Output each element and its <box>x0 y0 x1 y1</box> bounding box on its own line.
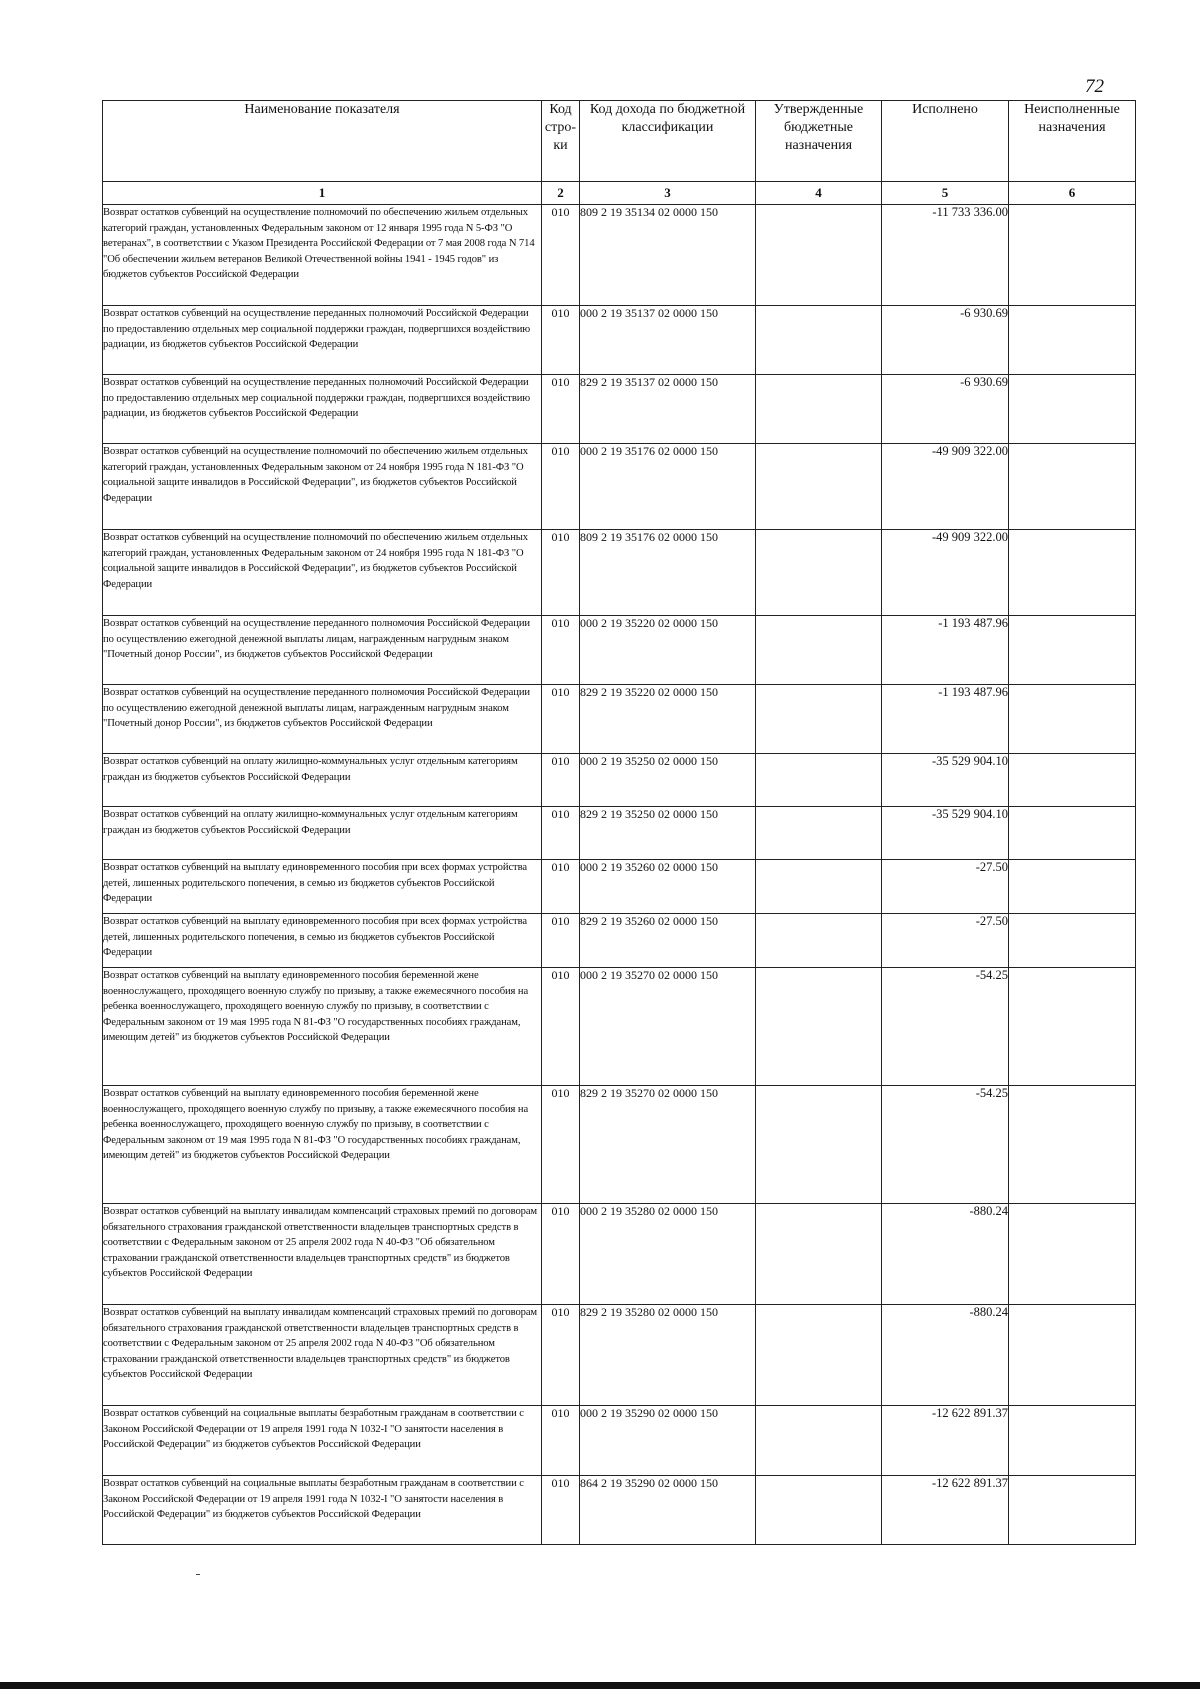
row-line-code: 010 <box>542 968 580 1086</box>
row-unexecuted <box>1009 1086 1136 1204</box>
row-name: Возврат остатков субвенций на осуществление полномочий по обеспечению жильем отдельных категорий граждан, установленных Федеральным законом от 24 ноября 1995 года N 181-ФЗ "О социальной защите инвалидов в Российской Федерации", из бюджетов субъектов Российской Федерации <box>103 530 542 616</box>
row-approved <box>756 616 882 685</box>
table-row <box>103 860 1136 914</box>
table-row <box>103 530 1136 616</box>
header-unexecuted: Неисполненные назначения <box>1009 101 1136 182</box>
row-income-code: 829 2 19 35280 02 0000 150 <box>580 1305 756 1406</box>
row-line-code: 010 <box>542 375 580 444</box>
row-line-code: 010 <box>542 807 580 860</box>
row-unexecuted <box>1009 205 1136 306</box>
row-income-code: 000 2 19 35260 02 0000 150 <box>580 860 756 914</box>
row-name: Возврат остатков субвенций на осуществление полномочий по обеспечению жильем отдельных категорий граждан, установленных Федеральным законом от 24 ноября 1995 года N 181-ФЗ "О социальной защите инвалидов в Российской Федерации", из бюджетов субъектов Российской Федерации <box>103 444 542 530</box>
table-row <box>103 685 1136 754</box>
row-name: Возврат остатков субвенций на выплату единовременного пособия беременной жене военнослужащего, проходящего военную службу по призыву, а также ежемесячного пособия на ребенка военнослужащего, проходящего военную службу по призыву, в соответствии с Федеральным законом от 19 мая 1995 года N 81-ФЗ "О государственных пособиях гражданам, имеющим детей" из бюджетов субъектов Российской Федерации <box>103 1086 542 1204</box>
column-number: 1 <box>103 182 542 205</box>
row-unexecuted <box>1009 306 1136 375</box>
page-number: 72 <box>1085 76 1104 97</box>
row-line-code: 010 <box>542 616 580 685</box>
row-name: Возврат остатков субвенций на оплату жилищно-коммунальных услуг отдельным категориям граждан из бюджетов субъектов Российской Федерации <box>103 754 542 807</box>
row-line-code: 010 <box>542 914 580 968</box>
row-executed: -35 529 904.10 <box>882 754 1009 807</box>
row-line-code: 010 <box>542 1406 580 1476</box>
header-line-code: Код стро-ки <box>542 101 580 182</box>
row-executed: -880.24 <box>882 1305 1009 1406</box>
page-bottom-edge <box>0 1682 1200 1689</box>
row-executed: -1 193 487.96 <box>882 685 1009 754</box>
row-executed: -12 622 891.37 <box>882 1406 1009 1476</box>
table-row <box>103 375 1136 444</box>
row-name: Возврат остатков субвенций на осуществление переданных полномочий Российской Федерации по предоставлению отдельных мер социальной поддержки граждан, подвергшихся воздействию радиации, из бюджетов субъектов Российской Федерации <box>103 375 542 444</box>
row-executed: -49 909 322.00 <box>882 444 1009 530</box>
row-executed: -11 733 336.00 <box>882 205 1009 306</box>
row-unexecuted <box>1009 807 1136 860</box>
row-line-code: 010 <box>542 205 580 306</box>
row-line-code: 010 <box>542 860 580 914</box>
row-income-code: 829 2 19 35220 02 0000 150 <box>580 685 756 754</box>
scan-speck <box>196 1574 200 1575</box>
row-line-code: 010 <box>542 530 580 616</box>
row-income-code: 000 2 19 35270 02 0000 150 <box>580 968 756 1086</box>
row-unexecuted <box>1009 754 1136 807</box>
row-executed: -54.25 <box>882 968 1009 1086</box>
row-approved <box>756 444 882 530</box>
row-name: Возврат остатков субвенций на выплату единовременного пособия при всех формах устройства детей, лишенных родительского попечения, в семью из бюджетов субъектов Российской Федерации <box>103 860 542 914</box>
table-row <box>103 1476 1136 1545</box>
row-line-code: 010 <box>542 306 580 375</box>
report-body <box>103 205 1136 1545</box>
row-income-code: 000 2 19 35137 02 0000 150 <box>580 306 756 375</box>
table-row <box>103 1406 1136 1476</box>
row-unexecuted <box>1009 1204 1136 1305</box>
row-executed: -6 930.69 <box>882 306 1009 375</box>
row-approved <box>756 1305 882 1406</box>
row-approved <box>756 807 882 860</box>
row-unexecuted <box>1009 1476 1136 1545</box>
row-line-code: 010 <box>542 754 580 807</box>
row-line-code: 010 <box>542 685 580 754</box>
row-approved <box>756 860 882 914</box>
row-approved <box>756 205 882 306</box>
row-name: Возврат остатков субвенций на выплату инвалидам компенсаций страховых премий по договорам обязательного страхования гражданской ответственности владельцев транспортных средств в соответствии с Федеральным законом от 25 апреля 2002 года N 40-ФЗ "Об обязательном страховании гражданской ответственности владельцев транспортных средств" из бюджетов субъектов Российской Федерации <box>103 1204 542 1305</box>
row-name: Возврат остатков субвенций на осуществление переданного полномочия Российской Федерации по осуществлению ежегодной денежной выплаты лицам, награжденным нагрудным знаком "Почетный донор России", из бюджетов субъектов Российской Федерации <box>103 616 542 685</box>
header-executed: Исполнено <box>882 101 1009 182</box>
table-row <box>103 1204 1136 1305</box>
row-income-code: 829 2 19 35137 02 0000 150 <box>580 375 756 444</box>
column-number: 6 <box>1009 182 1136 205</box>
row-unexecuted <box>1009 1305 1136 1406</box>
row-executed: -6 930.69 <box>882 375 1009 444</box>
row-unexecuted <box>1009 914 1136 968</box>
row-line-code: 010 <box>542 1204 580 1305</box>
table-row <box>103 968 1136 1086</box>
row-executed: -27.50 <box>882 914 1009 968</box>
row-approved <box>756 530 882 616</box>
header-row <box>103 101 1136 182</box>
row-approved <box>756 754 882 807</box>
row-unexecuted <box>1009 685 1136 754</box>
row-executed: -12 622 891.37 <box>882 1476 1009 1545</box>
row-approved <box>756 685 882 754</box>
row-unexecuted <box>1009 375 1136 444</box>
table-row <box>103 807 1136 860</box>
row-income-code: 000 2 19 35290 02 0000 150 <box>580 1406 756 1476</box>
row-unexecuted <box>1009 1406 1136 1476</box>
row-income-code: 829 2 19 35250 02 0000 150 <box>580 807 756 860</box>
budget-report-table <box>102 100 1136 1545</box>
row-name: Возврат остатков субвенций на осуществление полномочий по обеспечению жильем отдельных категорий граждан, установленных Федеральным законом от 12 января 1995 года N 5-ФЗ "О ветеранах", в соответствии с Указом Президента Российской Федерации от 7 мая 2008 года N 714 "Об обеспечении жильем ветеранов Великой Отечественной войны 1941 - 1945 годов" из бюджетов субъектов Российской Федерации <box>103 205 542 306</box>
row-unexecuted <box>1009 968 1136 1086</box>
row-executed: -880.24 <box>882 1204 1009 1305</box>
row-name: Возврат остатков субвенций на осуществление переданного полномочия Российской Федерации по осуществлению ежегодной денежной выплаты лицам, награжденным нагрудным знаком "Почетный донор России", из бюджетов субъектов Российской Федерации <box>103 685 542 754</box>
table-row <box>103 616 1136 685</box>
row-income-code: 864 2 19 35290 02 0000 150 <box>580 1476 756 1545</box>
row-name: Возврат остатков субвенций на социальные выплаты безработным гражданам в соответствии с Законом Российской Федерации от 19 апреля 1991 года N 1032-I "О занятости населения в Российской Федерации" из бюджетов субъектов Российской Федерации <box>103 1476 542 1545</box>
table-row <box>103 1086 1136 1204</box>
column-number: 2 <box>542 182 580 205</box>
row-approved <box>756 1086 882 1204</box>
column-number: 4 <box>756 182 882 205</box>
row-line-code: 010 <box>542 1086 580 1204</box>
table-row <box>103 914 1136 968</box>
header-income-code: Код дохода по бюджетной классификации <box>580 101 756 182</box>
row-line-code: 010 <box>542 1305 580 1406</box>
row-income-code: 829 2 19 35260 02 0000 150 <box>580 914 756 968</box>
table-row <box>103 444 1136 530</box>
row-executed: -49 909 322.00 <box>882 530 1009 616</box>
row-approved <box>756 1476 882 1545</box>
row-approved <box>756 306 882 375</box>
row-approved <box>756 1406 882 1476</box>
row-executed: -1 193 487.96 <box>882 616 1009 685</box>
row-executed: -27.50 <box>882 860 1009 914</box>
row-unexecuted <box>1009 530 1136 616</box>
row-name: Возврат остатков субвенций на выплату инвалидам компенсаций страховых премий по договорам обязательного страхования гражданской ответственности владельцев транспортных средств в соответствии с Федеральным законом от 25 апреля 2002 года N 40-ФЗ "Об обязательном страховании гражданской ответственности владельцев транспортных средств" из бюджетов субъектов Российской Федерации <box>103 1305 542 1406</box>
row-income-code: 829 2 19 35270 02 0000 150 <box>580 1086 756 1204</box>
row-name: Возврат остатков субвенций на оплату жилищно-коммунальных услуг отдельным категориям граждан из бюджетов субъектов Российской Федерации <box>103 807 542 860</box>
table-row <box>103 1305 1136 1406</box>
row-income-code: 809 2 19 35134 02 0000 150 <box>580 205 756 306</box>
row-name: Возврат остатков субвенций на осуществление переданных полномочий Российской Федерации по предоставлению отдельных мер социальной поддержки граждан, подвергшихся воздействию радиации, из бюджетов субъектов Российской Федерации <box>103 306 542 375</box>
header-name: Наименование показателя <box>103 101 542 182</box>
row-executed: -35 529 904.10 <box>882 807 1009 860</box>
row-line-code: 010 <box>542 444 580 530</box>
row-name: Возврат остатков субвенций на выплату единовременного пособия беременной жене военнослужащего, проходящего военную службу по призыву, а также ежемесячного пособия на ребенка военнослужащего, проходящего военную службу по призыву, в соответствии с Федеральным законом от 19 мая 1995 года N 81-ФЗ "О государственных пособиях гражданам, имеющим детей" из бюджетов субъектов Российской Федерации <box>103 968 542 1086</box>
header-approved: Утвержденные бюджетные назначения <box>756 101 882 182</box>
table-row <box>103 754 1136 807</box>
row-approved <box>756 1204 882 1305</box>
table-row <box>103 205 1136 306</box>
row-unexecuted <box>1009 444 1136 530</box>
table-row <box>103 306 1136 375</box>
row-income-code: 000 2 19 35176 02 0000 150 <box>580 444 756 530</box>
row-approved <box>756 968 882 1086</box>
row-executed: -54.25 <box>882 1086 1009 1204</box>
row-line-code: 010 <box>542 1476 580 1545</box>
row-name: Возврат остатков субвенций на социальные выплаты безработным гражданам в соответствии с Законом Российской Федерации от 19 апреля 1991 года N 1032-I "О занятости населения в Российской Федерации" из бюджетов субъектов Российской Федерации <box>103 1406 542 1476</box>
row-approved <box>756 914 882 968</box>
row-unexecuted <box>1009 860 1136 914</box>
column-number: 5 <box>882 182 1009 205</box>
row-name: Возврат остатков субвенций на выплату единовременного пособия при всех формах устройства детей, лишенных родительского попечения, в семью из бюджетов субъектов Российской Федерации <box>103 914 542 968</box>
column-number: 3 <box>580 182 756 205</box>
row-unexecuted <box>1009 616 1136 685</box>
row-income-code: 000 2 19 35280 02 0000 150 <box>580 1204 756 1305</box>
row-income-code: 000 2 19 35220 02 0000 150 <box>580 616 756 685</box>
column-numbers-row <box>103 182 1136 205</box>
row-approved <box>756 375 882 444</box>
row-income-code: 000 2 19 35250 02 0000 150 <box>580 754 756 807</box>
row-income-code: 809 2 19 35176 02 0000 150 <box>580 530 756 616</box>
